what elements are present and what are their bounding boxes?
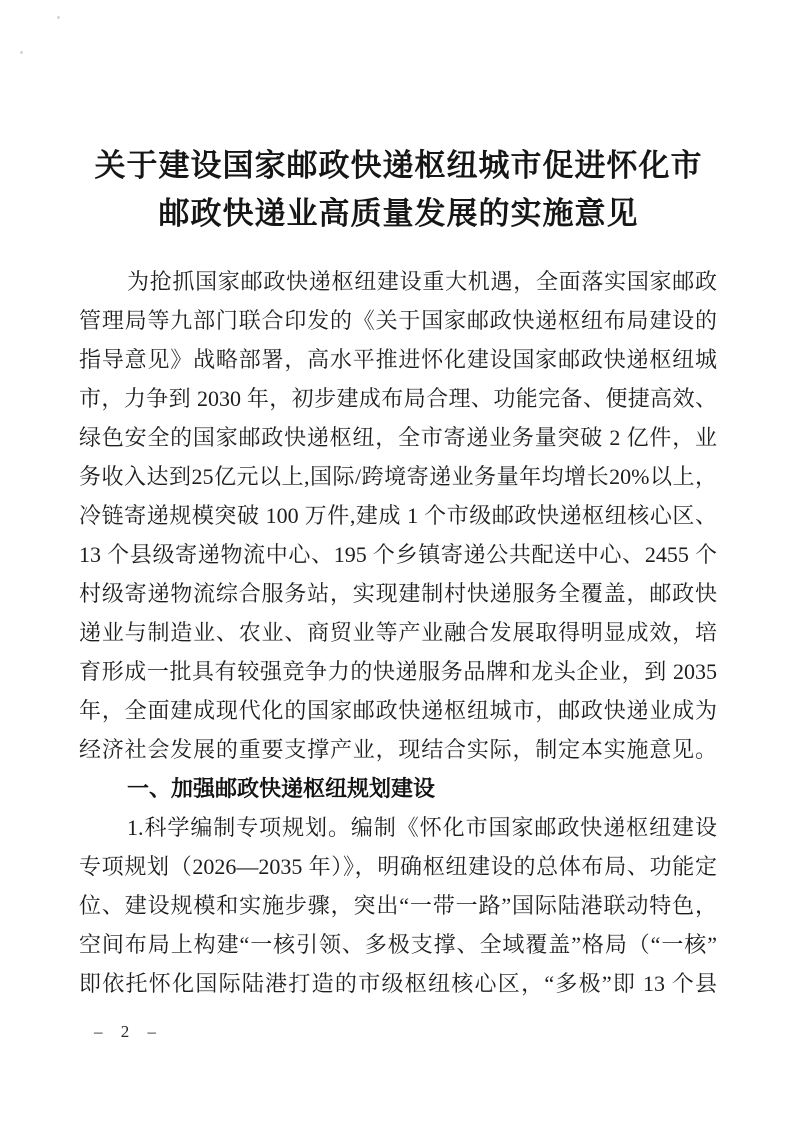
text-line: 市，力争到 2030 年，初步建成布局合理、功能完备、便捷高效、 <box>79 386 717 411</box>
text-line: 指导意见》战略部署，高水平推进怀化建设国家邮政快递枢纽城 <box>79 347 717 372</box>
text-line: 年，全面建成现代化的国家邮政快递枢纽城市，邮政快递业成为 <box>79 698 717 723</box>
scan-speck <box>57 16 60 19</box>
text-line: 13 个县级寄递物流中心、195 个乡镇寄递公共配送中心、2455 个 <box>79 542 717 567</box>
text-line: 经济社会发展的重要支撑产业，现结合实际，制定本实施意见。 <box>79 737 717 762</box>
text-line: 为抢抓国家邮政快递枢纽建设重大机遇，全面落实国家邮政 <box>127 269 717 294</box>
text-line: 村级寄递物流综合服务站，实现建制村快递服务全覆盖，邮政快 <box>79 581 717 606</box>
scan-speck <box>20 51 23 54</box>
document-title <box>60 142 737 238</box>
document-title-line-1: 关于建设国家邮政快递枢纽城市促进怀化市 <box>94 148 703 183</box>
text-line: 育形成一批具有较强竞争力的快递服务品牌和龙头企业，到 2035 <box>79 659 717 684</box>
text-line: 1.科学编制专项规划。编制《怀化市国家邮政快递枢纽建设 <box>127 815 717 840</box>
document-title-line-2: 邮政快递业高质量发展的实施意见 <box>158 196 639 231</box>
document-body <box>79 262 717 1003</box>
text-line: 绿色安全的国家邮政快递枢纽，全市寄递业务量突破 2 亿件，业 <box>79 425 717 450</box>
text-line: 空间布局上构建“一核引领、多极支撑、全域覆盖”格局（“一核” <box>79 932 717 957</box>
text-line: 务收入达到25亿元以上,国际/跨境寄递业务量年均增长20%以上， <box>79 464 717 489</box>
text-line: 递业与制造业、农业、商贸业等产业融合发展取得明显成效，培 <box>79 620 717 645</box>
page-number: – 2 – <box>94 1022 163 1041</box>
text-line: 即依托怀化国际陆港打造的市级枢纽核心区，“多极”即 13 个县 <box>79 971 717 996</box>
text-line: 管理局等九部门联合印发的《关于国家邮政快递枢纽布局建设的 <box>79 308 717 333</box>
text-line: 专项规划（2026—2035 年）》，明确枢纽建设的总体布局、功能定 <box>79 854 717 879</box>
text-line: 位、建设规模和实施步骤，突出“一带一路”国际陆港联动特色， <box>79 893 717 918</box>
text-line: 冷链寄递规模突破 100 万件,建成 1 个市级邮政快递枢纽核心区、 <box>79 503 717 528</box>
section-heading: 一、加强邮政快递枢纽规划建设 <box>127 776 436 801</box>
